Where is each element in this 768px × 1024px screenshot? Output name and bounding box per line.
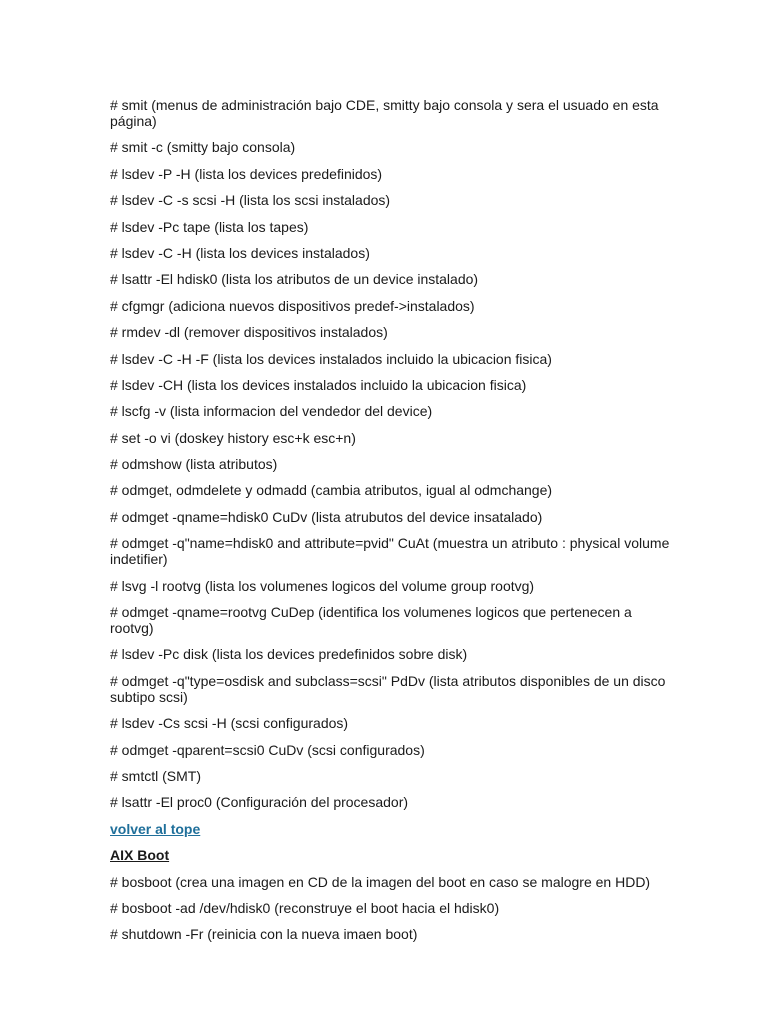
command-line: # lsattr -El hdisk0 (lista los atributos de un device instalado) <box>110 271 479 288</box>
command-line: # lsdev -C -H (lista los devices instalados) <box>110 244 370 261</box>
command-line: # lsdev -C -H -F (lista los devices instalados incluido la ubicacion fisica) <box>110 350 552 367</box>
command-line: # odmget -q"type=osdisk and subclass=scsi" PdDv (lista atributos disponibles de un disco subtipo scsi) <box>110 672 666 705</box>
command-line: # odmget -q"name=hdisk0 and attribute=pvid" CuAt (muestra un atributo : physical volume indetifier) <box>110 535 670 568</box>
command-line: # shutdown -Fr (reinicia con la nueva imaen boot) <box>110 926 418 943</box>
command-line: # odmget -qname=rootvg CuDep (identifica los volumenes logicos que pertenecen a rootvg) <box>110 604 632 637</box>
command-line: # cfgmgr (adiciona nuevos dispositivos predef->instalados) <box>110 297 475 314</box>
command-line: # lsdev -P -H (lista los devices predefinidos) <box>110 165 383 182</box>
command-line: # lsdev -CH (lista los devices instalados incluido la ubicacion fisica) <box>110 376 527 393</box>
command-line: # smit (menus de administración bajo CDE, smitty bajo consola y sera el usuado en esta página) <box>110 97 659 129</box>
command-line: # lscfg -v (lista informacion del vendedor del device) <box>110 403 433 420</box>
command-line: # odmget -qname=hdisk0 CuDv (lista atrubutos del device insatalado) <box>110 508 543 525</box>
document-body <box>110 97 670 953</box>
command-line: # bosboot -ad /dev/hdisk0 (reconstruye el boot hacia el hdisk0) <box>110 899 500 916</box>
command-line: # lsdev -Pc tape (lista los tapes) <box>110 218 309 235</box>
command-line: # lsdev -Cs scsi -H (scsi configurados) <box>110 715 349 732</box>
command-line: # set -o vi (doskey history esc+k esc+n) <box>110 429 356 446</box>
command-line: # rmdev -dl (remover dispositivos instalados) <box>110 324 388 341</box>
command-line: # odmget, odmdelete y odmadd (cambia atributos, igual al odmchange) <box>110 482 553 499</box>
command-line: # lsdev -C -s scsi -H (lista los scsi instalados) <box>110 192 391 209</box>
command-line: # bosboot (crea una imagen en CD de la imagen del boot en caso se malogre en HDD) <box>110 873 651 890</box>
command-line: # odmshow (lista atributos) <box>110 456 278 473</box>
command-line: # smtctl (SMT) <box>110 767 201 784</box>
command-line: # lsdev -Pc disk (lista los devices predefinidos sobre disk) <box>110 646 468 663</box>
command-line: # smit -c (smitty bajo consola) <box>110 139 296 156</box>
section-heading: AIX Boot <box>110 847 170 864</box>
back-to-top-link[interactable]: volver al tope <box>110 820 201 837</box>
command-line: # lsattr -El proc0 (Configuración del procesador) <box>110 794 409 811</box>
command-line: # lsvg -l rootvg (lista los volumenes logicos del volume group rootvg) <box>110 577 535 594</box>
command-line: # odmget -qparent=scsi0 CuDv (scsi configurados) <box>110 741 425 758</box>
